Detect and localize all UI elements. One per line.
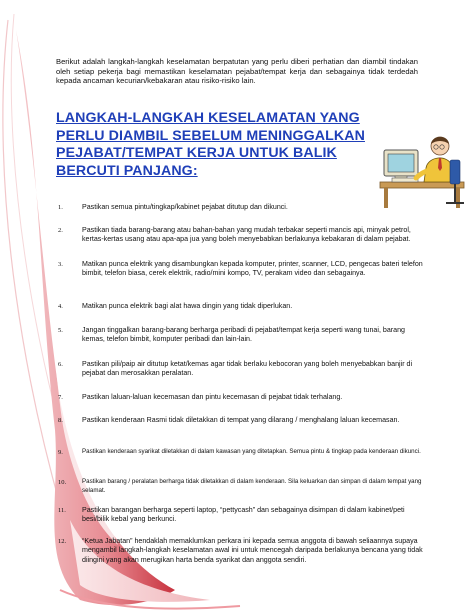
item-text: Pastikan semua pintu/tingkap/kabinet pejabat ditutup dan dikunci. xyxy=(82,203,288,211)
item-number: 12. xyxy=(58,538,67,545)
item-text: Pastikan laluan-laluan kecemasan dan pintu kecemasan di pejabat tidak terhalang. xyxy=(82,393,343,401)
item-text: Pastikan kenderaan Rasmi tidak diletakkan di tempat yang dilarang / menghalang laluan kecemasan. xyxy=(82,416,400,424)
item-number: 9. xyxy=(58,449,63,456)
item-text: Pastikan kenderaan syarikat diletakkan di dalam kawasan yang ditetapkan. Semua pintu & tingkap pada kenderaan dikunci. xyxy=(82,448,421,455)
list-item xyxy=(58,393,428,402)
list-item xyxy=(58,360,428,379)
item-number: 5. xyxy=(58,327,63,334)
list-item xyxy=(58,203,428,212)
section-heading: LANGKAH-LANGKAH KESELAMATAN YANG PERLU DIAMBIL SEBELUM MENINGGALKAN PEJABAT/TEMPAT KERJA UNTUK BALIK BERCUTI PANJANG: xyxy=(56,110,365,179)
item-text: Jangan tinggalkan barang-barang berharga peribadi di pejabat/tempat kerja seperti wang tunai, barang kemas, telefon bimbit, komputer peribadi dan lain-lain. xyxy=(82,326,405,344)
item-text: “Ketua Jabatan” hendaklah memaklumkan perkara ini kepada semua anggota di bawah seliaannya supaya mengambil langkah-langkah keselamatan awal ini untuk mencegah daripada berlakunya bencana yang tidak diingini yang akan merugikan harta benda syarikat dan anggota sendiri. xyxy=(82,537,423,564)
list-item xyxy=(58,260,428,279)
item-number: 2. xyxy=(58,227,63,234)
item-number: 7. xyxy=(58,394,63,401)
item-text: Matikan punca elektrik bagi alat hawa dingin yang tidak diperlukan. xyxy=(82,302,293,310)
list-item xyxy=(58,448,428,457)
item-number: 11. xyxy=(58,507,66,514)
item-number: 1. xyxy=(58,204,63,211)
item-text: Pastikan pili/paip air ditutup ketat/kemas agar tidak berlaku kebocoran yang boleh menyebabkan banjir di pejabat dan merosakkan peralatan. xyxy=(82,360,413,378)
list-item xyxy=(58,478,428,495)
list-item xyxy=(58,302,428,311)
item-number: 3. xyxy=(58,261,63,268)
item-text: Pastikan tiada barang-barang atau bahan-bahan yang mudah terbakar seperti mancis api, minyak petrol, kertas-kertas usang atau apa-apa jua yang boleh menyebabkan berlakunya kebakaran di dalam pejabat. xyxy=(82,226,411,244)
intro-paragraph: Berikut adalah langkah-langkah keselamatan berpatutan yang perlu diberi perhatian dan diambil tindakan oleh setiap pekerja bagi memastikan keselamatan pejabat/tempat kerja dan sebagainya tidak terdedah kepada ancaman kecurian/kebakaran atau risiko-risiko lain. xyxy=(56,57,418,86)
item-number: 8. xyxy=(58,417,63,424)
item-number: 6. xyxy=(58,361,63,368)
item-text: Matikan punca elektrik yang disambungkan kepada komputer, printer, scanner, LCD, pengecas bateri telefon bimbit, telefon biasa, cerek elektrik, radio/mini kompo, TV, perakam video dan sebagainya. xyxy=(82,260,423,278)
item-text: Pastikan barang / peralatan berharga tidak diletakkan di dalam kenderaan. Sila keluarkan dan simpan di dalam tempat yang selamat. xyxy=(82,478,422,494)
office-worker-at-computer-icon xyxy=(378,120,466,212)
item-text: Pastikan barangan berharga seperti laptop, “pettycash” dan sebagainya disimpan di dalam kabinet/peti besi/bilik kebal yang berkunci. xyxy=(82,506,405,524)
item-number: 10. xyxy=(58,479,67,486)
item-number: 4. xyxy=(58,303,63,310)
list-item xyxy=(58,537,428,565)
list-item xyxy=(58,506,428,525)
list-item xyxy=(58,416,428,425)
list-item xyxy=(58,226,428,245)
list-item xyxy=(58,326,428,345)
